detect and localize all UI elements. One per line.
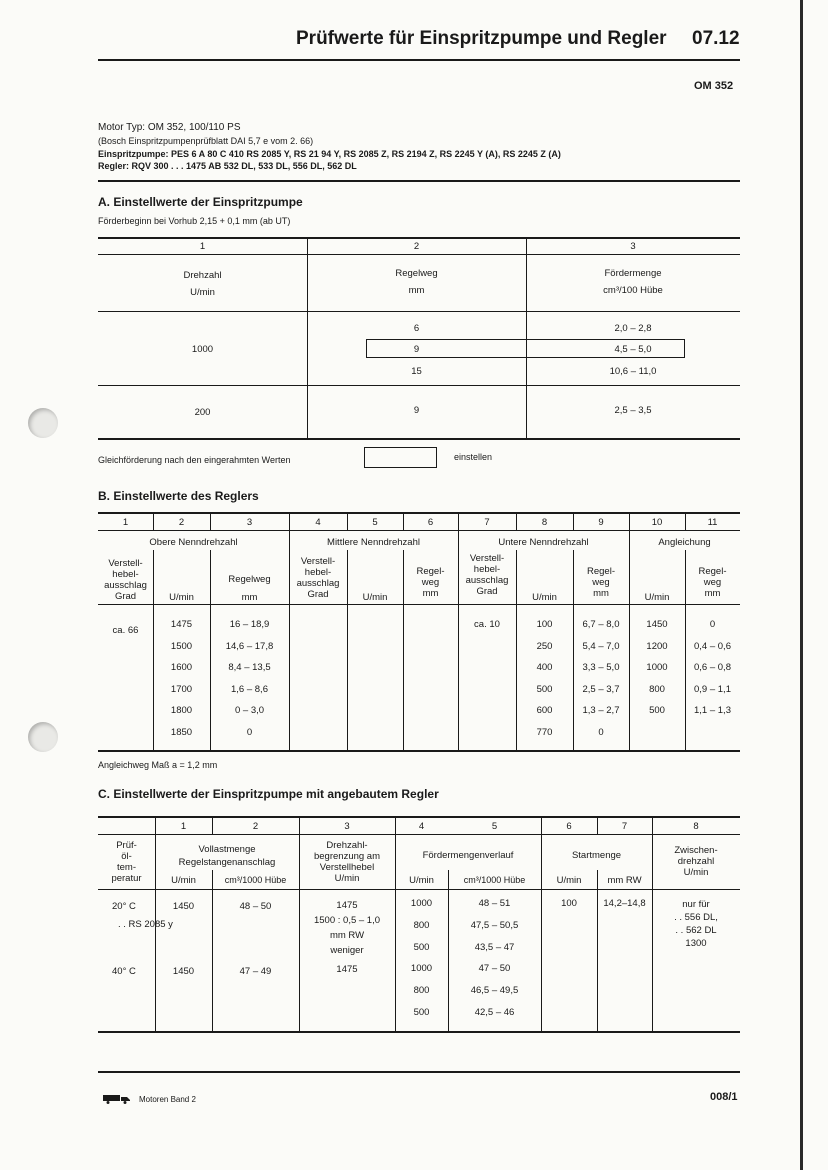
gleichfoerderung-text: Gleichförderung nach den eingerahmten Werten <box>98 455 291 465</box>
table-b-vline <box>347 550 348 750</box>
col-number: 1 <box>199 241 206 252</box>
table-cell: 46,5 – 49,5 <box>470 985 519 996</box>
table-cell: 4,5 – 5,0 <box>614 344 652 355</box>
table-cell: 1700 <box>170 683 193 695</box>
table-cell: 0 – 3,0 <box>234 705 265 716</box>
einstellen-text: einstellen <box>454 452 493 462</box>
bosch-ref: (Bosch Einspritzpumpenprüfblatt DAI 5,7 e vom 2. 66) <box>98 136 314 146</box>
table-b-bottom <box>98 750 740 752</box>
col-number: 3 <box>630 241 636 252</box>
col-number: 3 <box>344 821 350 832</box>
table-cell: 20° C <box>112 901 136 912</box>
header-unit: U/min <box>190 287 215 298</box>
table-cell: 100 <box>561 898 577 909</box>
col-number: 8 <box>541 517 548 528</box>
table-c-vline <box>597 870 598 1031</box>
col-number: 2 <box>413 241 420 252</box>
col-number: 4 <box>315 517 321 528</box>
table-cell: 10,6 – 11,0 <box>609 366 657 377</box>
table-b-vline <box>289 513 290 750</box>
table-cell: 200 <box>194 407 211 418</box>
col-number: 10 <box>651 517 663 528</box>
table-a-bottom <box>98 438 740 440</box>
header-unit: U/min <box>532 592 557 603</box>
page-number: 008/1 <box>710 1091 738 1103</box>
table-cell: 1000 <box>646 662 668 673</box>
table-cell: 1450 <box>172 966 195 977</box>
table-cell: . . RS 2085 y <box>118 919 173 930</box>
table-cell: 1450 <box>172 901 195 912</box>
table-cell: 800 <box>649 683 665 695</box>
table-cell: 1,1 – 1,3 <box>694 705 731 716</box>
table-c-numrow <box>98 834 740 835</box>
table-cell: 42,5 – 46 <box>474 1007 515 1018</box>
table-a-rowrule <box>98 385 740 386</box>
header-unit: mm RW <box>607 875 642 886</box>
header-zwischendrehzahl: Zwischen- drehzahl U/min <box>674 845 718 878</box>
header-unit: cm³/100 Hübe <box>603 285 663 296</box>
table-cell: 1,6 – 8,6 <box>231 683 268 695</box>
header-foerdermenge: Fördermenge <box>604 268 662 279</box>
header-unit: U/min <box>362 592 388 603</box>
table-cell: 6 <box>413 323 420 334</box>
header-vollast: Vollastmenge Regelstangenanschlag <box>178 844 276 868</box>
table-cell: 0,9 – 1,1 <box>694 683 731 695</box>
header-startmenge: Startmenge <box>571 850 622 861</box>
table-cell: 600 <box>536 705 553 716</box>
group-header: Obere Nenndrehzahl <box>149 537 238 548</box>
punch-hole <box>28 408 58 438</box>
table-cell: 8,4 – 13,5 <box>228 662 271 673</box>
table-cell: 5,4 – 7,0 <box>582 640 620 652</box>
table-cell: 1450 <box>646 619 668 630</box>
table-b-numrow <box>98 530 740 531</box>
header-regelweg: Regel- weg mm <box>416 566 445 599</box>
table-cell: 1600 <box>170 662 193 673</box>
model-label: OM 352 <box>694 80 734 92</box>
table-cell: 1800 <box>170 705 193 716</box>
table-cell: 0,4 – 0,6 <box>694 640 731 652</box>
table-cell: nur für . . 556 DL, . . 562 DL 1300 <box>674 899 718 949</box>
table-cell: 1000 <box>410 898 433 909</box>
header-unit: U/min <box>644 592 670 603</box>
header-unit: U/min <box>171 875 196 886</box>
table-cell: 400 <box>536 662 553 673</box>
col-number: 3 <box>246 517 253 528</box>
table-cell: 9 <box>413 344 420 355</box>
table-cell: 1475 1500 : 0,5 – 1,0 mm RW weniger <box>313 900 381 956</box>
table-cell: 250 <box>536 640 553 652</box>
header-unit: U/min <box>556 875 582 886</box>
table-cell: 1000 <box>191 344 214 355</box>
intro-rule <box>98 180 740 182</box>
group-header: Angleichung <box>658 537 711 548</box>
table-cell: 0 <box>709 619 716 630</box>
header-regelweg: Regelweg <box>395 268 438 279</box>
header-verstellhebel: Verstell- hebel- ausschlag Grad <box>465 553 509 597</box>
col-number: 8 <box>693 821 699 832</box>
table-cell: 1000 <box>410 963 433 974</box>
motor-type: Motor Typ: OM 352, 100/110 PS <box>98 122 241 133</box>
table-cell: 1,3 – 2,7 <box>582 705 620 716</box>
table-cell: 47 – 49 <box>239 966 272 977</box>
header-regelweg: Regel- weg mm <box>587 566 615 599</box>
header-verstellhebel: Verstell- hebel- ausschlag Grad <box>296 556 340 600</box>
table-cell: 0 <box>598 726 604 738</box>
col-number: 4 <box>418 821 425 832</box>
table-cell: 1200 <box>646 640 668 652</box>
col-number: 6 <box>566 821 572 832</box>
pump-types: Einspritzpumpe: PES 6 A 80 C 410 RS 2085 Y, RS 21 94 Y, RS 2085 Z, RS 2194 Z, RS 2245 Y (A), RS 2245 Z (A) <box>98 149 561 159</box>
footer-book: Motoren Band 2 <box>139 1095 196 1104</box>
table-c-top <box>98 816 740 818</box>
group-header: Untere Nenndrehzahl <box>498 537 589 548</box>
header-unit: cm³/1000 Hübe <box>224 875 287 885</box>
col-number: 1 <box>122 517 129 528</box>
table-cell: 800 <box>413 920 430 931</box>
table-a-top <box>98 237 740 239</box>
table-cell: 500 <box>413 1007 430 1018</box>
table-cell: 2,5 – 3,7 <box>582 683 620 695</box>
table-cell: 6,7 – 8,0 <box>582 619 620 630</box>
col-number: 7 <box>621 821 628 832</box>
table-cell: 100 <box>536 619 553 630</box>
header-pruefoel: Prüf- öl- tem- peratur <box>111 840 142 884</box>
table-cell: 2,5 – 3,5 <box>614 405 652 416</box>
table-cell: 2,0 – 2,8 <box>614 323 652 334</box>
section-a-title: A. Einstellwerte der Einspritzpumpe <box>98 195 303 209</box>
header-foerdermengenverlauf: Fördermengenverlauf <box>422 850 514 861</box>
col-number: 5 <box>372 517 378 528</box>
col-number: 11 <box>707 517 718 528</box>
table-cell: 9 <box>413 405 420 416</box>
table-cell: 14,2–14,8 <box>603 898 646 909</box>
page-edge <box>800 0 803 1170</box>
col-number: 5 <box>491 821 498 832</box>
table-cell: 1500 <box>170 640 193 652</box>
truck-icon <box>103 1094 131 1104</box>
table-a-headrule <box>98 311 740 312</box>
table-cell: 43,5 – 47 <box>474 942 515 953</box>
header-regelweg: Regelweg <box>228 574 271 585</box>
header-regelweg: Regel- weg mm <box>698 566 727 599</box>
col-number: 6 <box>427 517 434 528</box>
table-cell: ca. 10 <box>474 619 500 630</box>
table-cell: 47,5 – 50,5 <box>470 920 519 931</box>
page-title: Prüfwerte für Einspritzpumpe und Regler <box>296 28 667 49</box>
header-unit: U/min <box>169 592 194 603</box>
table-cell: 500 <box>649 705 665 716</box>
table-cell: 48 – 51 <box>478 898 511 909</box>
table-cell: 47 – 50 <box>478 963 511 974</box>
footer-rule <box>98 1071 740 1073</box>
table-b-headrule <box>98 604 740 605</box>
table-c-vline <box>212 870 213 1031</box>
header-verstellhebel: Verstell- hebel- ausschlag Grad <box>104 558 147 602</box>
table-cell: 14,6 – 17,8 <box>225 640 274 652</box>
table-cell: 500 <box>536 683 553 695</box>
table-cell: 770 <box>536 726 553 738</box>
col-number: 7 <box>484 517 490 528</box>
example-frame-box <box>364 447 437 468</box>
angleichweg-note: Angleichweg Maß a = 1,2 mm <box>98 760 218 770</box>
page-code: 07.12 <box>692 28 740 49</box>
table-cell: 3,3 – 5,0 <box>582 662 620 673</box>
section-a-subtitle: Förderbeginn bei Vorhub 2,15 + 0,1 mm (ab UT) <box>98 216 291 226</box>
col-number: 2 <box>178 517 185 528</box>
col-number: 1 <box>180 821 187 832</box>
table-cell: 0 <box>246 726 253 738</box>
table-c-bottom <box>98 1031 740 1033</box>
header-unit: mm <box>241 592 258 603</box>
table-c-headrule <box>98 889 740 890</box>
punch-hole <box>28 722 58 752</box>
table-b-vline <box>458 513 459 750</box>
header-unit: cm³/1000 Hübe <box>463 875 526 885</box>
table-cell: ca. 66 <box>112 625 139 636</box>
table-cell: 48 – 50 <box>239 901 272 912</box>
header-drehzahl: Drehzahl <box>183 270 222 281</box>
table-cell: 1475 <box>336 964 358 975</box>
table-a-numrow <box>98 254 740 255</box>
table-cell: 1850 <box>170 726 193 738</box>
table-cell: 15 <box>411 366 422 377</box>
table-cell: 800 <box>413 985 430 996</box>
header-drehzahlbegrenzung: Drehzahl- begrenzung am Verstellhebel U/min <box>313 840 381 884</box>
table-cell: 0,6 – 0,8 <box>694 662 731 673</box>
table-cell: 16 – 18,9 <box>229 619 270 630</box>
group-header: Mittlere Nenndrehzahl <box>327 537 420 548</box>
col-number: 9 <box>598 517 604 528</box>
table-b-top <box>98 512 740 514</box>
section-c-title: C. Einstellwerte der Einspritzpumpe mit angebautem Regler <box>98 787 439 801</box>
header-unit: mm <box>408 285 425 296</box>
regulator-types: Regler: RQV 300 . . . 1475 AB 532 DL, 533 DL, 556 DL, 562 DL <box>98 161 357 171</box>
table-cell: 40° C <box>112 966 136 977</box>
table-cell: 500 <box>413 942 430 953</box>
header-unit: U/min <box>409 875 434 886</box>
table-cell: 1475 <box>170 619 193 630</box>
section-b-title: B. Einstellwerte des Reglers <box>98 489 259 503</box>
col-number: 2 <box>252 821 259 832</box>
header-rule <box>98 59 740 61</box>
